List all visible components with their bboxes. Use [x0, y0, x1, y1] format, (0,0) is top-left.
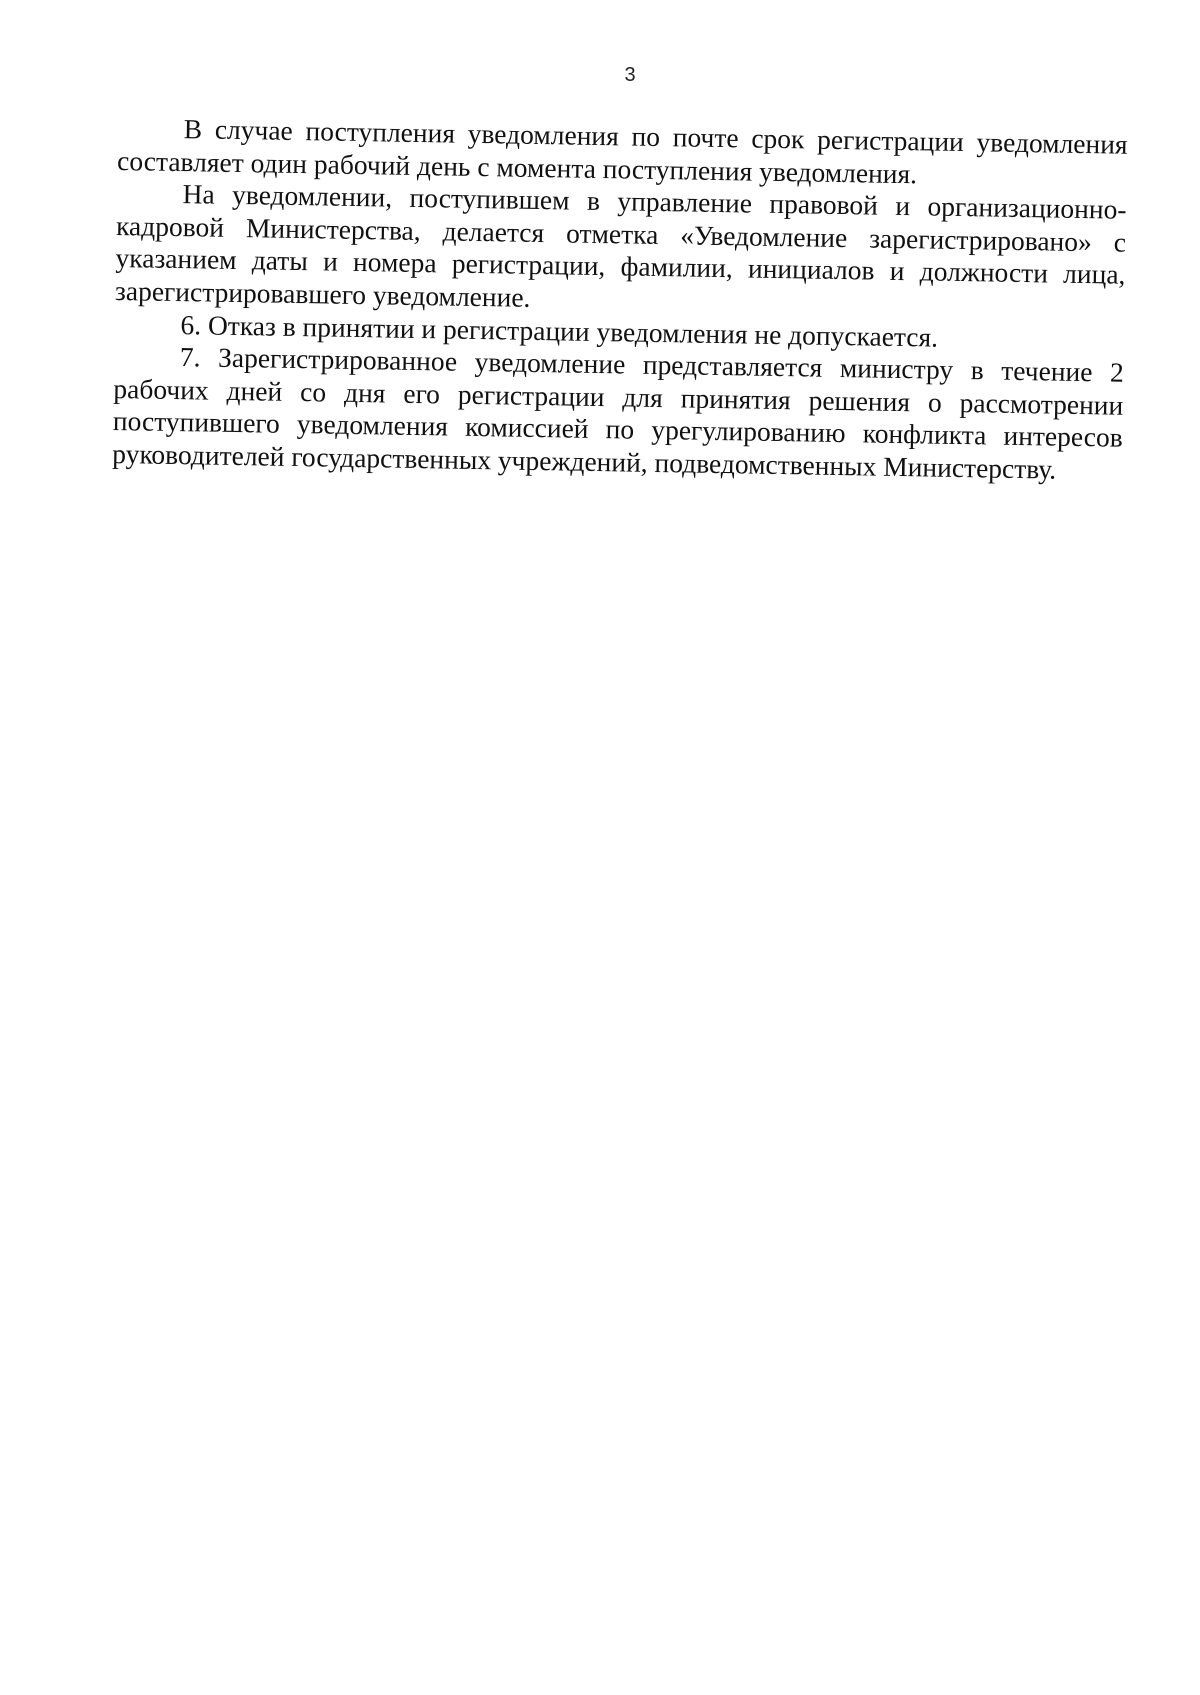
paragraph-mail-registration: В случае поступления уведомления по почте срок регистрации уведомления составляет один рабочий день с момента поступления уведомления.: [116, 113, 1128, 189]
page-number: 3: [624, 64, 636, 86]
paragraph-registration-mark: На уведомлении, поступившем в управление правовой и организационно-кадровой Министерства, делается отметка «Уведомление зарегистрировано» с указанием даты и номера регистрации, фамилии, инициалов и должности лица, зарегистрировавшего уведомление.: [114, 178, 1127, 313]
document-body: [112, 112, 1128, 487]
paragraph-item-6: 6. Отказ в принятии и регистрации уведомления не допускается.: [180, 308, 939, 353]
paragraph-item-7: 7. Зарегистрированное уведомление представляется министру в течение 2 рабочих дней со дня его регистрации для принятия решения о рассмотрении поступившего уведомления комиссией по урегулированию конфликта интересов руководителей государственных учреждений, подведомственных Министерству.: [112, 341, 1125, 485]
